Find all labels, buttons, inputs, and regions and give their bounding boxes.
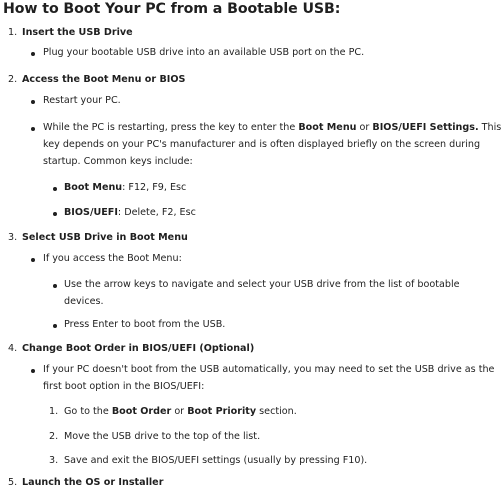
bullet-dot [31,258,35,262]
step-5-number: 5. [8,477,18,488]
step-2-heading: Access the Boot Menu or BIOS [22,74,186,85]
step-1-heading: Insert the USB Drive [22,27,133,38]
step-4-substep-2-number: 2. [49,431,59,442]
step-4-substep-1-number: 1. [49,406,59,417]
step-3-sub-bullet-1-line-2: devices. [64,296,104,307]
step-2-bullet-2-line-2: key depends on your PC's manufacturer and is often displayed briefly on the screen during [43,139,481,150]
step-3-sub-bullet-2: Press Enter to boot from the USB. [64,319,226,330]
step-2-bullet-2-line-1: While the PC is restarting, press the key to enter the Boot Menu or BIOS/UEFI Settings. This [43,122,501,133]
step-3-heading: Select USB Drive in Boot Menu [22,232,188,243]
bullet-dot [53,284,57,288]
step-4-heading: Change Boot Order in BIOS/UEFI (Optional) [22,343,255,354]
step-4-bullet-1-line-1: If your PC doesn't boot from the USB automatically, you may need to set the USB drive as the [43,364,495,375]
step-4-substep-1: Go to the Boot Order or Boot Priority section. [64,406,297,417]
step-2-sub-bullet-2: BIOS/UEFI: Delete, F2, Esc [64,207,196,218]
step-3-bullet-1: If you access the Boot Menu: [43,253,182,264]
step-4-number: 4. [8,343,18,354]
step-4-bullet-1-line-2: first boot option in the BIOS/UEFI: [43,381,205,392]
bullet-dot [53,212,57,216]
bullet-dot [31,100,35,104]
step-2-bullet-1: Restart your PC. [43,95,121,106]
bullet-dot [31,52,35,56]
bullet-dot [53,324,57,328]
bullet-dot [53,187,57,191]
step-4-substep-3-number: 3. [49,455,59,466]
step-4-substep-2: Move the USB drive to the top of the list. [64,431,261,442]
step-1-number: 1. [8,27,18,38]
step-2-number: 2. [8,74,18,85]
bullet-dot [31,127,35,131]
step-5-heading: Launch the OS or Installer [22,477,164,488]
step-1-bullet-1: Plug your bootable USB drive into an available USB port on the PC. [43,47,365,58]
step-2-bullet-2-line-3: startup. Common keys include: [43,156,193,167]
page-title: How to Boot Your PC from a Bootable USB: [3,1,341,17]
bullet-dot [31,369,35,373]
step-4-substep-3: Save and exit the BIOS/UEFI settings (usually by pressing F10). [64,455,368,466]
step-2-sub-bullet-1: Boot Menu: F12, F9, Esc [64,182,187,193]
step-3-number: 3. [8,232,18,243]
step-3-sub-bullet-1-line-1: Use the arrow keys to navigate and select your USB drive from the list of bootable [64,279,460,290]
